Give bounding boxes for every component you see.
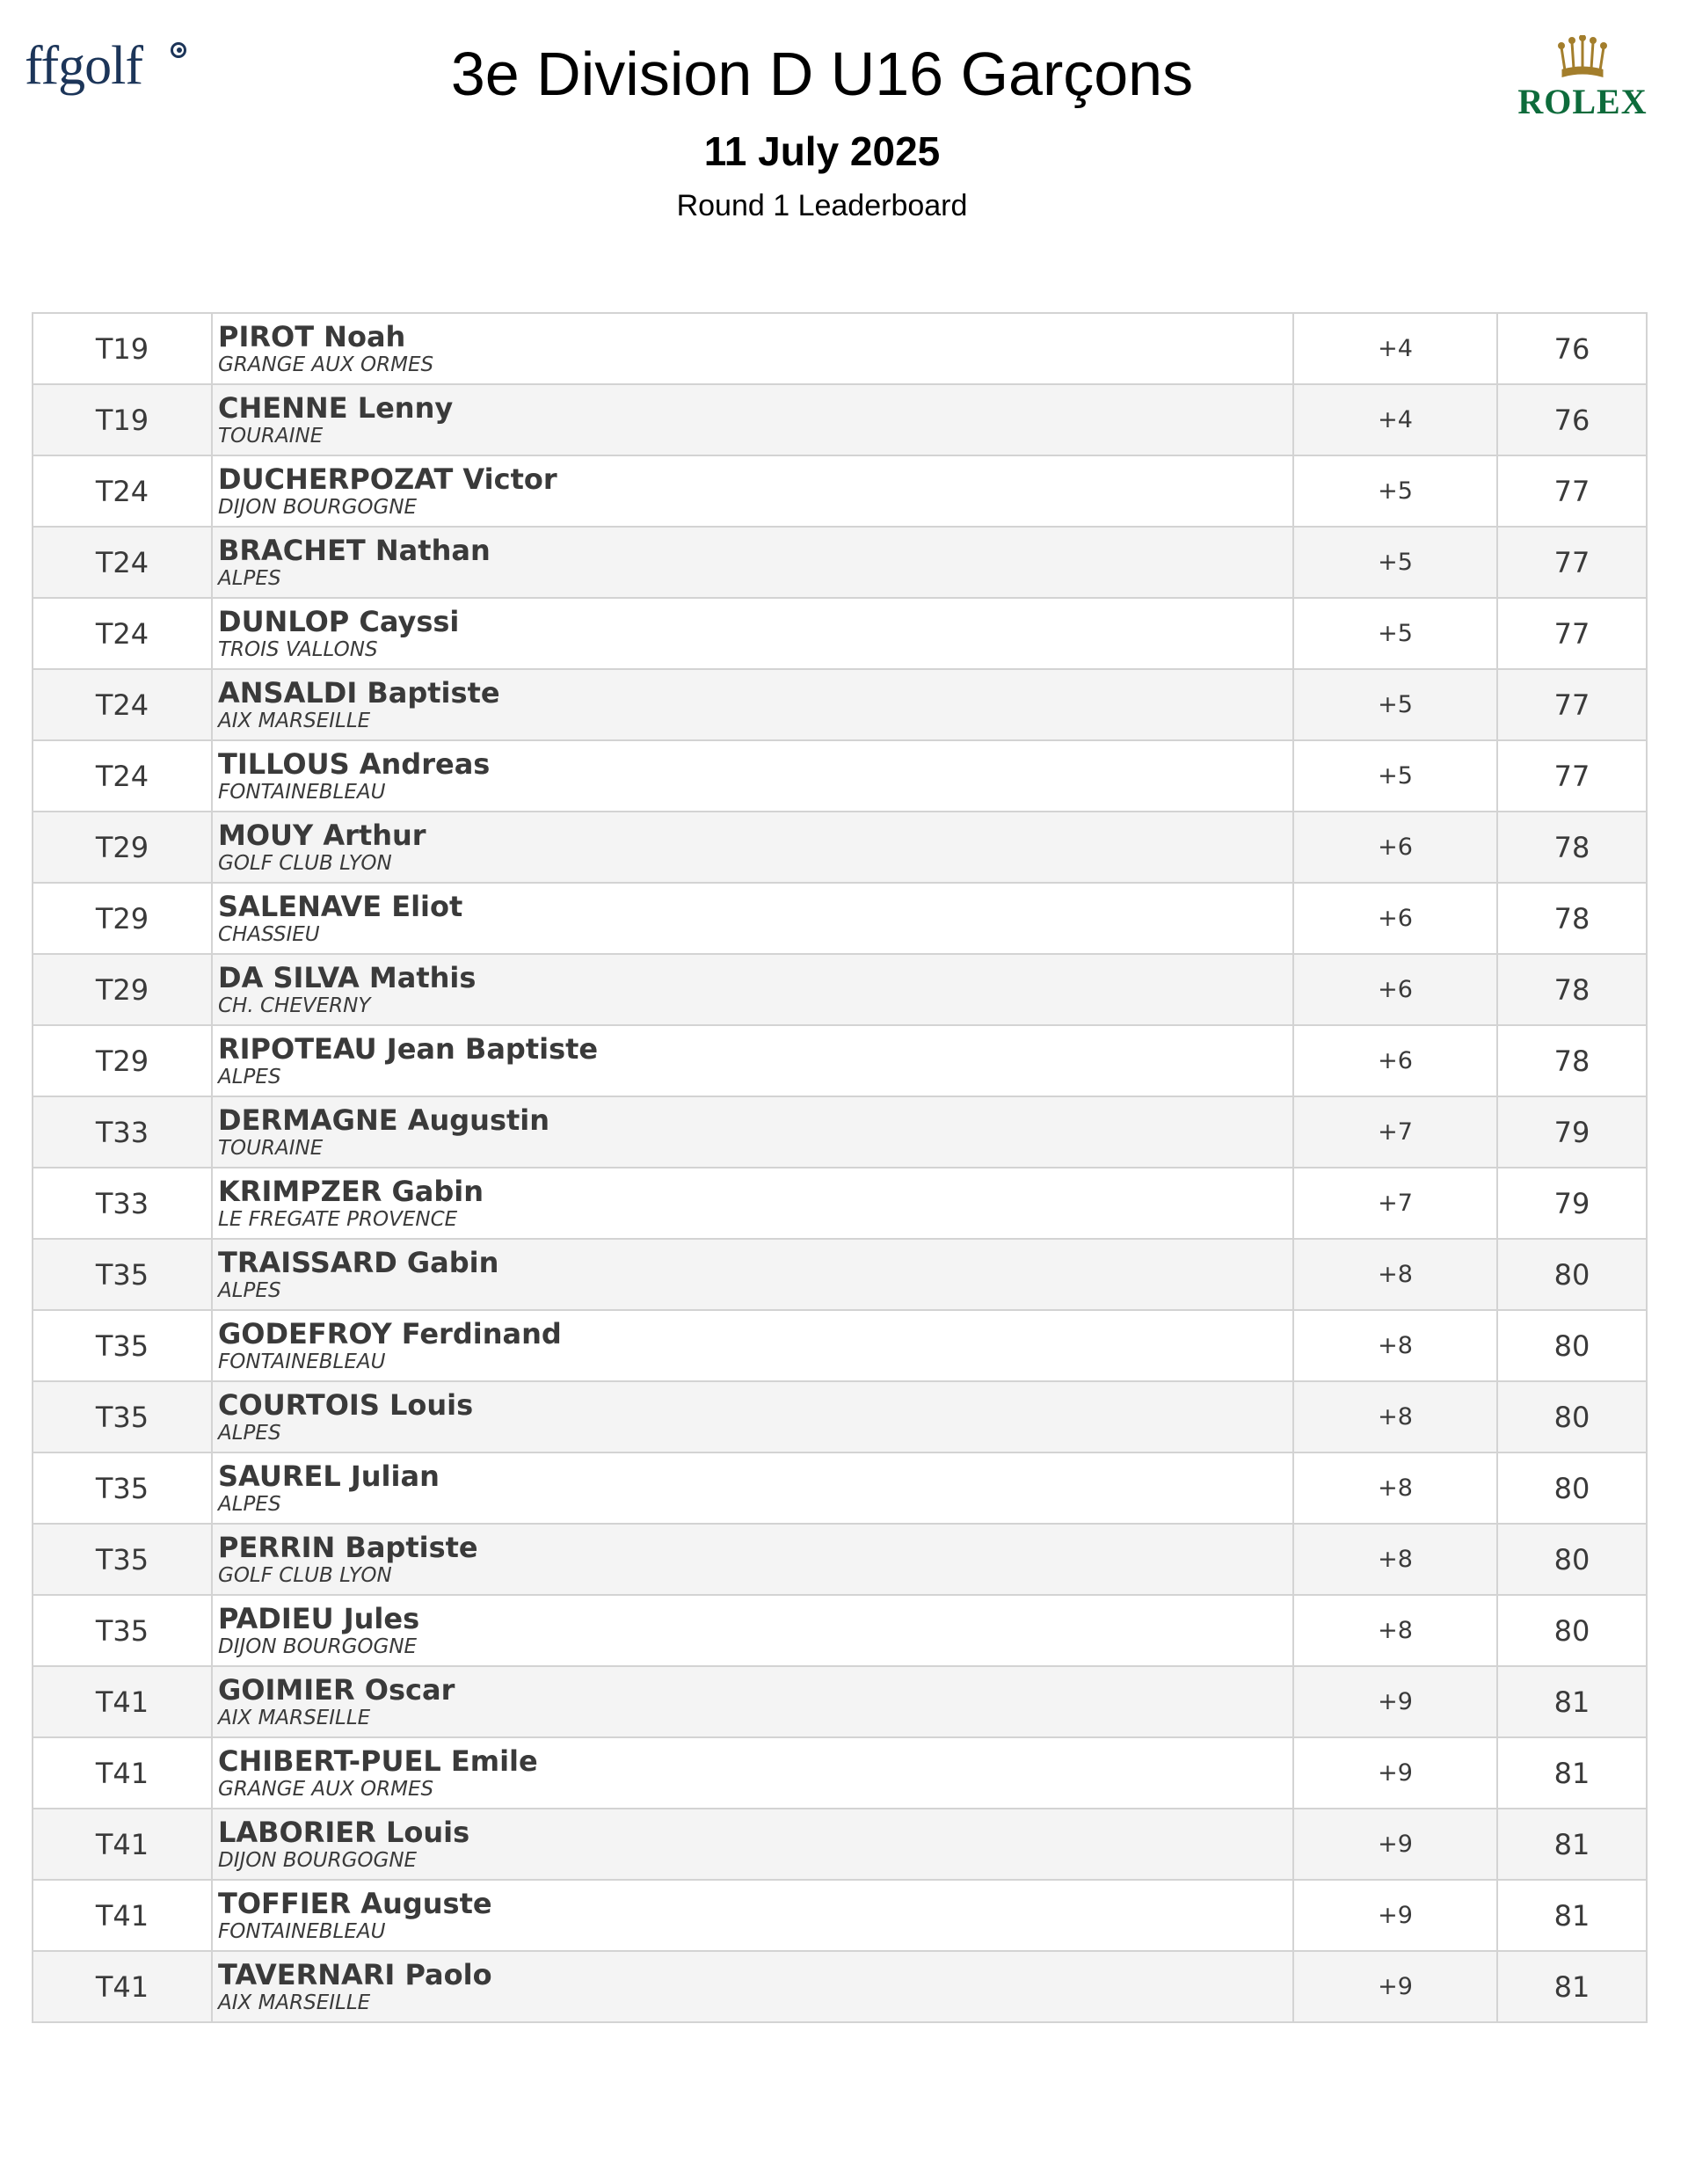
round-label: Round 1 Leaderboard xyxy=(676,189,968,222)
player-name: PERRIN Baptiste xyxy=(218,1530,478,1564)
to-par-cell: +9 xyxy=(1293,1737,1497,1809)
player-name: GODEFROY Ferdinand xyxy=(218,1316,562,1350)
player-name: CHENNE Lenny xyxy=(218,390,454,425)
to-par-cell: +9 xyxy=(1293,1951,1497,2022)
player-club: GRANGE AUX ORMES xyxy=(218,1777,434,1801)
table-row xyxy=(33,669,1647,740)
score-cell: 77 xyxy=(1497,598,1647,669)
to-par-cell: +4 xyxy=(1293,313,1497,384)
player-club: CHASSIEU xyxy=(218,922,320,946)
table-row xyxy=(33,1951,1647,2022)
score-cell: 80 xyxy=(1497,1239,1647,1310)
score-cell: 80 xyxy=(1497,1381,1647,1452)
player-name: PADIEU Jules xyxy=(218,1601,420,1635)
player-cell xyxy=(212,1096,1293,1168)
player-name: TILLOUS Andreas xyxy=(218,746,491,781)
player-name: COURTOIS Louis xyxy=(218,1387,474,1422)
position-cell: T35 xyxy=(33,1239,212,1310)
score-cell: 76 xyxy=(1497,313,1647,384)
to-par-cell: +5 xyxy=(1293,669,1497,740)
score-cell: 80 xyxy=(1497,1524,1647,1595)
player-cell xyxy=(212,1951,1293,2022)
player-cell xyxy=(212,1595,1293,1666)
table-row xyxy=(33,1452,1647,1524)
player-cell xyxy=(212,313,1293,384)
table-row xyxy=(33,313,1647,384)
to-par-cell: +8 xyxy=(1293,1524,1497,1595)
player-cell xyxy=(212,740,1293,812)
player-club: LE FREGATE PROVENCE xyxy=(218,1207,458,1231)
player-cell xyxy=(212,1239,1293,1310)
player-name: ANSALDI Baptiste xyxy=(218,675,500,710)
score-cell: 78 xyxy=(1497,954,1647,1025)
player-cell xyxy=(212,1381,1293,1452)
player-club: AIX MARSEILLE xyxy=(218,709,371,732)
player-club: FONTAINEBLEAU xyxy=(218,1919,386,1943)
table-row xyxy=(33,1168,1647,1239)
position-cell: T33 xyxy=(33,1168,212,1239)
player-cell xyxy=(212,1524,1293,1595)
player-club: TOURAINE xyxy=(218,1136,324,1160)
position-cell: T24 xyxy=(33,669,212,740)
player-name: GOIMIER Oscar xyxy=(218,1672,455,1707)
player-name: SALENAVE Eliot xyxy=(218,889,463,923)
position-cell: T35 xyxy=(33,1310,212,1381)
position-cell: T19 xyxy=(33,384,212,455)
rolex-wordmark: ROLEX xyxy=(1517,82,1648,121)
player-cell xyxy=(212,1737,1293,1809)
player-name: MOUY Arthur xyxy=(218,818,426,852)
player-name: SAUREL Julian xyxy=(218,1459,440,1493)
table-row xyxy=(33,883,1647,954)
player-cell xyxy=(212,1880,1293,1951)
player-cell xyxy=(212,455,1293,527)
player-club: ALPES xyxy=(218,1278,281,1302)
score-cell: 80 xyxy=(1497,1310,1647,1381)
player-club: AIX MARSEILLE xyxy=(218,1706,371,1729)
table-row xyxy=(33,1524,1647,1595)
to-par-cell: +6 xyxy=(1293,954,1497,1025)
table-row xyxy=(33,1737,1647,1809)
table-row xyxy=(33,740,1647,812)
to-par-cell: +9 xyxy=(1293,1666,1497,1737)
position-cell: T29 xyxy=(33,1025,212,1096)
score-cell: 81 xyxy=(1497,1666,1647,1737)
player-club: DIJON BOURGOGNE xyxy=(218,1848,418,1872)
score-cell: 78 xyxy=(1497,883,1647,954)
table-row xyxy=(33,954,1647,1025)
player-name: PIROT Noah xyxy=(218,319,406,353)
score-cell: 81 xyxy=(1497,1951,1647,2022)
player-name: LABORIER Louis xyxy=(218,1815,470,1849)
table-row xyxy=(33,455,1647,527)
player-club: CH. CHEVERNY xyxy=(218,994,371,1017)
player-cell xyxy=(212,1809,1293,1880)
player-cell xyxy=(212,1452,1293,1524)
player-name: DUCHERPOZAT Victor xyxy=(218,462,557,496)
leaderboard-table xyxy=(32,312,1648,2023)
player-club: DIJON BOURGOGNE xyxy=(218,495,418,519)
player-name: DERMAGNE Augustin xyxy=(218,1103,550,1137)
player-club: FONTAINEBLEAU xyxy=(218,1350,386,1373)
player-cell xyxy=(212,1666,1293,1737)
player-club: TOURAINE xyxy=(218,424,324,448)
score-cell: 77 xyxy=(1497,740,1647,812)
to-par-cell: +6 xyxy=(1293,1025,1497,1096)
position-cell: T41 xyxy=(33,1951,212,2022)
player-name: TAVERNARI Paolo xyxy=(218,1957,492,1991)
position-cell: T35 xyxy=(33,1524,212,1595)
position-cell: T41 xyxy=(33,1666,212,1737)
position-cell: T24 xyxy=(33,527,212,598)
player-club: GRANGE AUX ORMES xyxy=(218,353,434,376)
score-cell: 78 xyxy=(1497,812,1647,883)
player-cell xyxy=(212,384,1293,455)
to-par-cell: +4 xyxy=(1293,384,1497,455)
to-par-cell: +7 xyxy=(1293,1096,1497,1168)
to-par-cell: +8 xyxy=(1293,1310,1497,1381)
to-par-cell: +6 xyxy=(1293,812,1497,883)
player-club: GOLF CLUB LYON xyxy=(218,1563,392,1587)
rolex-logo xyxy=(1503,35,1662,132)
player-club: ALPES xyxy=(218,1492,281,1516)
score-cell: 81 xyxy=(1497,1809,1647,1880)
player-name: DUNLOP Cayssi xyxy=(218,604,460,638)
to-par-cell: +7 xyxy=(1293,1168,1497,1239)
score-cell: 80 xyxy=(1497,1452,1647,1524)
player-club: FONTAINEBLEAU xyxy=(218,780,386,804)
position-cell: T24 xyxy=(33,740,212,812)
table-row xyxy=(33,527,1647,598)
player-cell xyxy=(212,812,1293,883)
score-cell: 80 xyxy=(1497,1595,1647,1666)
table-row xyxy=(33,1809,1647,1880)
position-cell: T33 xyxy=(33,1096,212,1168)
table-row xyxy=(33,1025,1647,1096)
table-row xyxy=(33,1666,1647,1737)
to-par-cell: +8 xyxy=(1293,1595,1497,1666)
player-name: TOFFIER Auguste xyxy=(218,1886,492,1920)
position-cell: T35 xyxy=(33,1381,212,1452)
player-name: BRACHET Nathan xyxy=(218,533,491,567)
table-row xyxy=(33,1595,1647,1666)
to-par-cell: +9 xyxy=(1293,1880,1497,1951)
score-cell: 76 xyxy=(1497,384,1647,455)
player-name: DA SILVA Mathis xyxy=(218,960,477,994)
player-club: DIJON BOURGOGNE xyxy=(218,1634,418,1658)
table-row xyxy=(33,384,1647,455)
player-cell xyxy=(212,1168,1293,1239)
score-cell: 78 xyxy=(1497,1025,1647,1096)
player-name: CHIBERT-PUEL Emile xyxy=(218,1744,538,1778)
player-cell xyxy=(212,1025,1293,1096)
to-par-cell: +9 xyxy=(1293,1809,1497,1880)
position-cell: T24 xyxy=(33,598,212,669)
position-cell: T24 xyxy=(33,455,212,527)
player-club: AIX MARSEILLE xyxy=(218,1991,371,2014)
table-row xyxy=(33,1239,1647,1310)
page-title: 3e Division D U16 Garçons xyxy=(450,40,1194,108)
to-par-cell: +5 xyxy=(1293,455,1497,527)
position-cell: T41 xyxy=(33,1737,212,1809)
player-cell xyxy=(212,883,1293,954)
player-name: TRAISSARD Gabin xyxy=(218,1245,499,1279)
position-cell: T29 xyxy=(33,812,212,883)
position-cell: T29 xyxy=(33,954,212,1025)
position-cell: T35 xyxy=(33,1452,212,1524)
position-cell: T41 xyxy=(33,1880,212,1951)
to-par-cell: +8 xyxy=(1293,1381,1497,1452)
position-cell: T41 xyxy=(33,1809,212,1880)
event-date: 11 July 2025 xyxy=(703,128,941,174)
to-par-cell: +8 xyxy=(1293,1452,1497,1524)
player-name: RIPOTEAU Jean Baptiste xyxy=(218,1031,599,1066)
table-row xyxy=(33,812,1647,883)
table-row xyxy=(33,598,1647,669)
player-name: KRIMPZER Gabin xyxy=(218,1174,484,1208)
ffgolf-wordmark: ffgolf xyxy=(25,36,143,96)
score-cell: 77 xyxy=(1497,455,1647,527)
player-club: ALPES xyxy=(218,566,281,590)
to-par-cell: +6 xyxy=(1293,883,1497,954)
score-cell: 77 xyxy=(1497,669,1647,740)
player-cell xyxy=(212,527,1293,598)
score-cell: 81 xyxy=(1497,1737,1647,1809)
player-cell xyxy=(212,954,1293,1025)
table-row xyxy=(33,1381,1647,1452)
to-par-cell: +5 xyxy=(1293,598,1497,669)
table-row xyxy=(33,1880,1647,1951)
player-cell xyxy=(212,1310,1293,1381)
score-cell: 79 xyxy=(1497,1168,1647,1239)
to-par-cell: +5 xyxy=(1293,740,1497,812)
player-club: ALPES xyxy=(218,1065,281,1088)
player-club: TROIS VALLONS xyxy=(218,637,378,661)
score-cell: 79 xyxy=(1497,1096,1647,1168)
player-cell xyxy=(212,598,1293,669)
table-row xyxy=(33,1096,1647,1168)
player-cell xyxy=(212,669,1293,740)
table-row xyxy=(33,1310,1647,1381)
score-cell: 81 xyxy=(1497,1880,1647,1951)
crown-icon xyxy=(1558,35,1607,79)
player-club: ALPES xyxy=(218,1421,281,1445)
player-club: GOLF CLUB LYON xyxy=(218,851,392,875)
position-cell: T19 xyxy=(33,313,212,384)
to-par-cell: +8 xyxy=(1293,1239,1497,1310)
position-cell: T29 xyxy=(33,883,212,954)
score-cell: 77 xyxy=(1497,527,1647,598)
position-cell: T35 xyxy=(33,1595,212,1666)
to-par-cell: +5 xyxy=(1293,527,1497,598)
